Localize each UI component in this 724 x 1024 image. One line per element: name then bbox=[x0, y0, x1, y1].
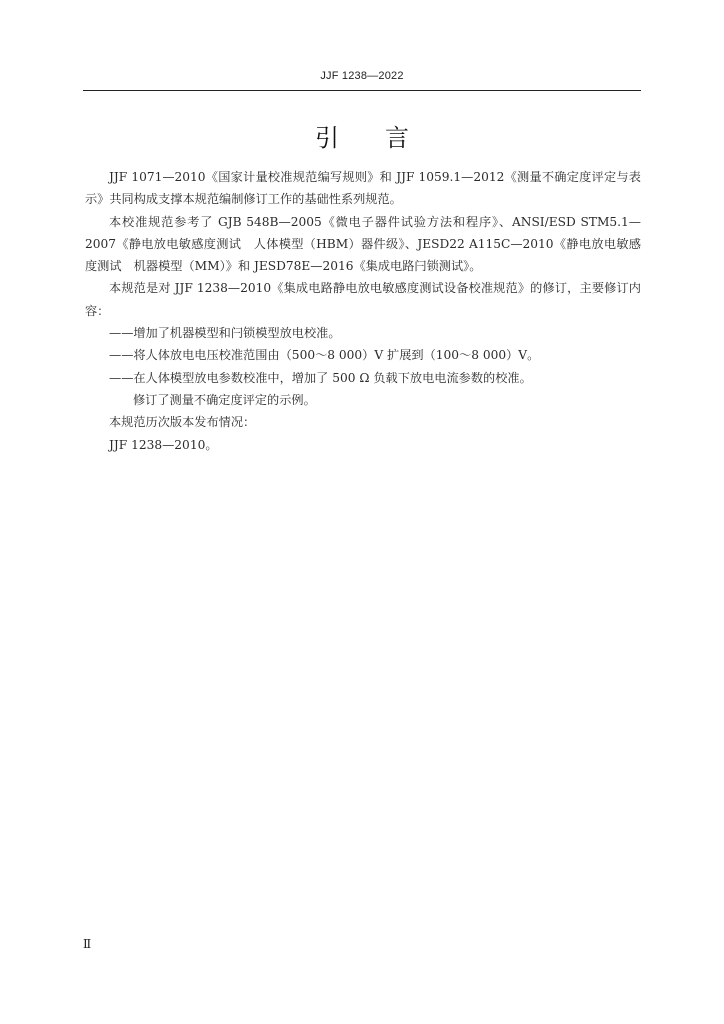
change-item-4: 修订了测量不确定度评定的示例。 bbox=[133, 392, 316, 407]
history-item: JJF 1238—2010。 bbox=[109, 437, 218, 452]
paragraph-1: JJF 1071—2010《国家计量校准规范编写规则》和 JJF 1059.1—2012《测量不确定度评定与表示》共同构成支撑本规范编制修订工作的基础性系列规范。 bbox=[85, 170, 641, 207]
change-item-3: ——在人体模型放电参数校准中，增加了 500 Ω 负载下放电电流参数的校准。 bbox=[109, 370, 532, 385]
history-label: 本规范历次版本发布情况： bbox=[109, 415, 256, 430]
title-char-2: 言 bbox=[385, 124, 409, 152]
page-number: Ⅱ bbox=[83, 937, 92, 951]
title-char-1: 引 bbox=[315, 124, 339, 152]
paragraph-2: 本校准规范参考了 GJB 548B—2005《微电子器件试验方法和程序》、ANSI/ESD STM5.1—2007《静电放电敏感度测试 人体模型（HBM）器件级》、JESD22 A115C—2010《静电放电敏感度测试 机器模型（MM）》和 JESD78E—2016《集成电路闩锁测试》。 bbox=[85, 214, 641, 274]
change-item-1: ——增加了机器模型和闩锁模型放电校准。 bbox=[109, 326, 341, 341]
change-item-2: ——将人体放电电压校准范围由（500～8 000）V 扩展到（100～8 000）V。 bbox=[109, 348, 540, 363]
running-header: JJF 1238—2022 bbox=[320, 70, 404, 82]
page-title bbox=[0, 118, 724, 153]
header-rule bbox=[83, 90, 641, 91]
paragraph-3: 本规范是对 JJF 1238—2010《集成电路静电放电敏感度测试设备校准规范》的修订，主要修订内容： bbox=[85, 281, 641, 318]
body-text bbox=[85, 166, 641, 456]
